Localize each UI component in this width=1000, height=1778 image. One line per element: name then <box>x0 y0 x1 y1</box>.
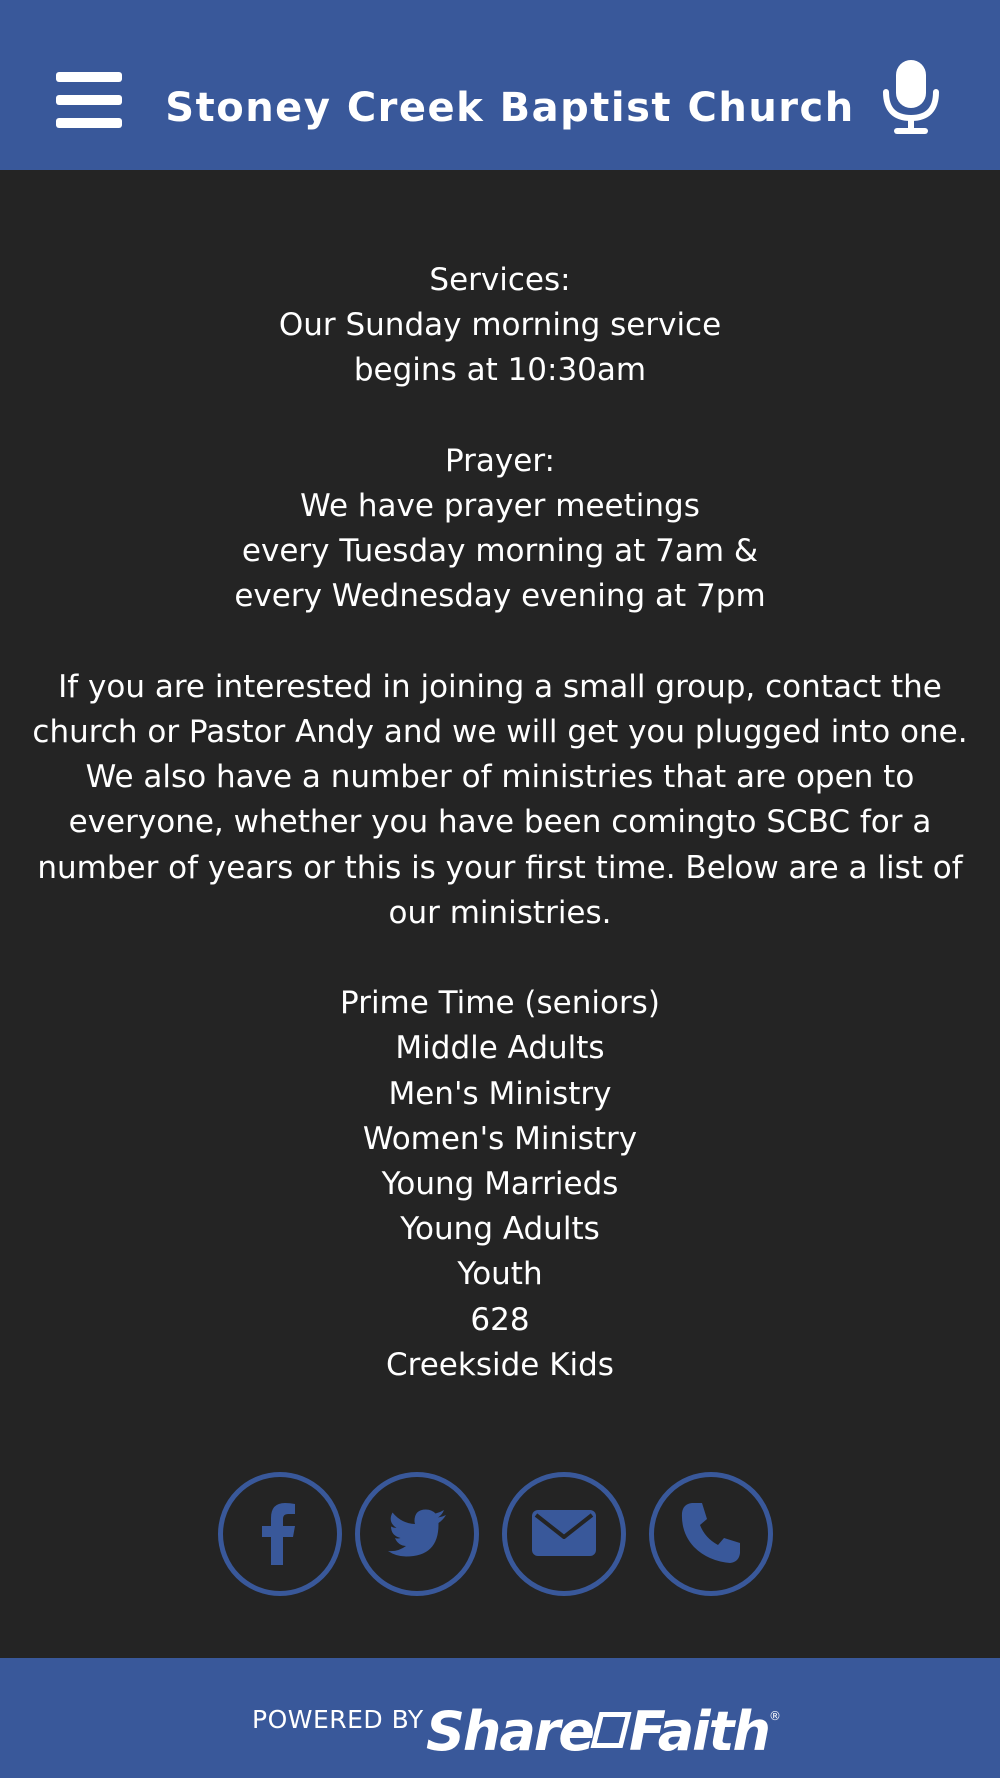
page-title: Stoney Creek Baptist Church <box>165 85 855 131</box>
ministry-item: Men's Ministry <box>388 1075 612 1112</box>
twitter-button[interactable] <box>355 1472 479 1596</box>
ministry-item: Young Adults <box>400 1211 600 1248</box>
ministry-item: Middle Adults <box>395 1030 605 1067</box>
app-header <box>0 0 1000 170</box>
ministry-item: Women's Ministry <box>362 1120 638 1157</box>
microphone-button[interactable] <box>880 58 942 138</box>
prayer-heading: Prayer: <box>445 442 555 479</box>
sharefaith-logo[interactable] <box>426 1680 781 1768</box>
brand-part-share: Share <box>426 1700 594 1763</box>
facebook-icon <box>223 1477 337 1591</box>
microphone-icon <box>880 58 942 138</box>
registered-mark: ® <box>768 1709 781 1723</box>
ministry-item: 628 <box>470 1301 530 1338</box>
ministry-item: Young Marrieds <box>381 1166 619 1203</box>
phone-button[interactable] <box>649 1472 773 1596</box>
services-line: begins at 10:30am <box>353 352 647 389</box>
twitter-icon <box>360 1477 474 1591</box>
sharefaith-flag-icon <box>591 1712 632 1748</box>
intro-paragraph: If you are interested in joining a small group, contact the church or Pastor Andy and we will get you plugged into one. We also have a number of ministries that are open to everyone, whether you have been comingto SCBC for a number of years or this is your first time. Below are a list of our ministries. <box>32 668 968 931</box>
menu-button[interactable] <box>56 72 122 128</box>
ministry-item: Youth <box>457 1256 543 1293</box>
prayer-line: We have prayer meetings <box>300 488 700 524</box>
services-heading: Services: <box>429 262 571 298</box>
brand-part-faith: Faith <box>629 1700 769 1763</box>
facebook-button[interactable] <box>218 1472 342 1596</box>
services-line: Our Sunday morning service <box>278 307 722 344</box>
main-content <box>20 258 980 1383</box>
phone-icon <box>654 1477 768 1591</box>
ministry-item: Creekside Kids <box>386 1346 614 1383</box>
email-button[interactable] <box>502 1472 626 1596</box>
prayer-line: every Tuesday morning at 7am & <box>241 533 759 570</box>
ministry-item: Prime Time (seniors) <box>340 985 660 1022</box>
email-icon <box>507 1477 621 1591</box>
powered-by-label: POWERED BY <box>252 1705 424 1734</box>
prayer-line: every Wednesday evening at 7pm <box>234 578 766 615</box>
